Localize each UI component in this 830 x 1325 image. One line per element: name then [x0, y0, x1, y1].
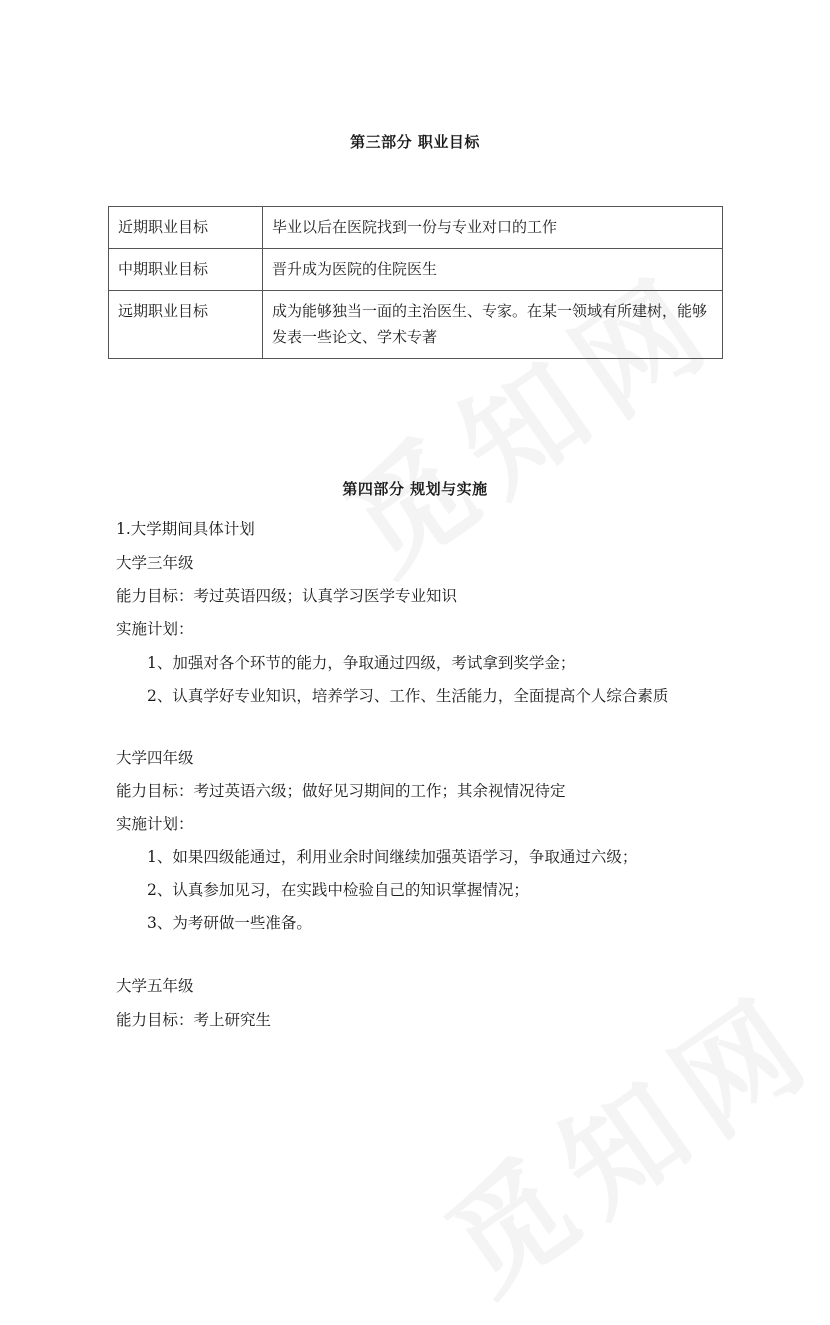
table-row — [109, 249, 723, 291]
plan-label: 实施计划： — [116, 815, 194, 833]
plan-item: 1、加强对各个环节的能力，争取通过四级，考试拿到奖学金； — [147, 654, 576, 672]
ability-goal: 能力目标：考过英语四级；认真学习医学专业知识 — [116, 587, 458, 605]
year-label: 大学四年级 — [116, 749, 194, 767]
section-title-planning: 第四部分 规划与实施 — [342, 480, 488, 498]
ability-goal: 能力目标：考过英语六级；做好见习期间的工作；其余视情况待定 — [116, 782, 566, 800]
table-cell-label: 中期职业目标 — [109, 249, 263, 291]
table-cell-content: 毕业以后在医院找到一份与专业对口的工作 — [263, 207, 723, 249]
plan-item: 2、认真学好专业知识，培养学习、工作、生活能力，全面提高个人综合素质 — [147, 687, 669, 705]
plan-item: 1、如果四级能通过，利用业余时间继续加强英语学习，争取通过六级； — [147, 848, 638, 866]
year-label: 大学三年级 — [116, 554, 194, 572]
table-row — [109, 291, 723, 359]
year-label: 大学五年级 — [116, 977, 194, 995]
table-cell-label: 远期职业目标 — [109, 291, 263, 359]
table-cell-content: 晋升成为医院的住院医生 — [263, 249, 723, 291]
plan-heading: 1.大学期间具体计划 — [116, 520, 255, 538]
table-row — [109, 207, 723, 249]
watermark — [408, 947, 830, 1325]
table-cell-label: 近期职业目标 — [109, 207, 263, 249]
plan-item: 2、认真参加见习，在实践中检验自己的知识掌握情况； — [147, 881, 529, 899]
ability-goal: 能力目标：考上研究生 — [116, 1011, 272, 1029]
section-title-career-goals: 第三部分 职业目标 — [350, 133, 480, 151]
career-goals-table — [108, 206, 723, 359]
plan-item: 3、为考研做一些准备。 — [147, 914, 312, 932]
plan-label: 实施计划： — [116, 620, 194, 638]
table-cell-content: 成为能够独当一面的主治医生、专家。在某一领域有所建树，能够发表一些论文、学术专著 — [263, 291, 723, 359]
